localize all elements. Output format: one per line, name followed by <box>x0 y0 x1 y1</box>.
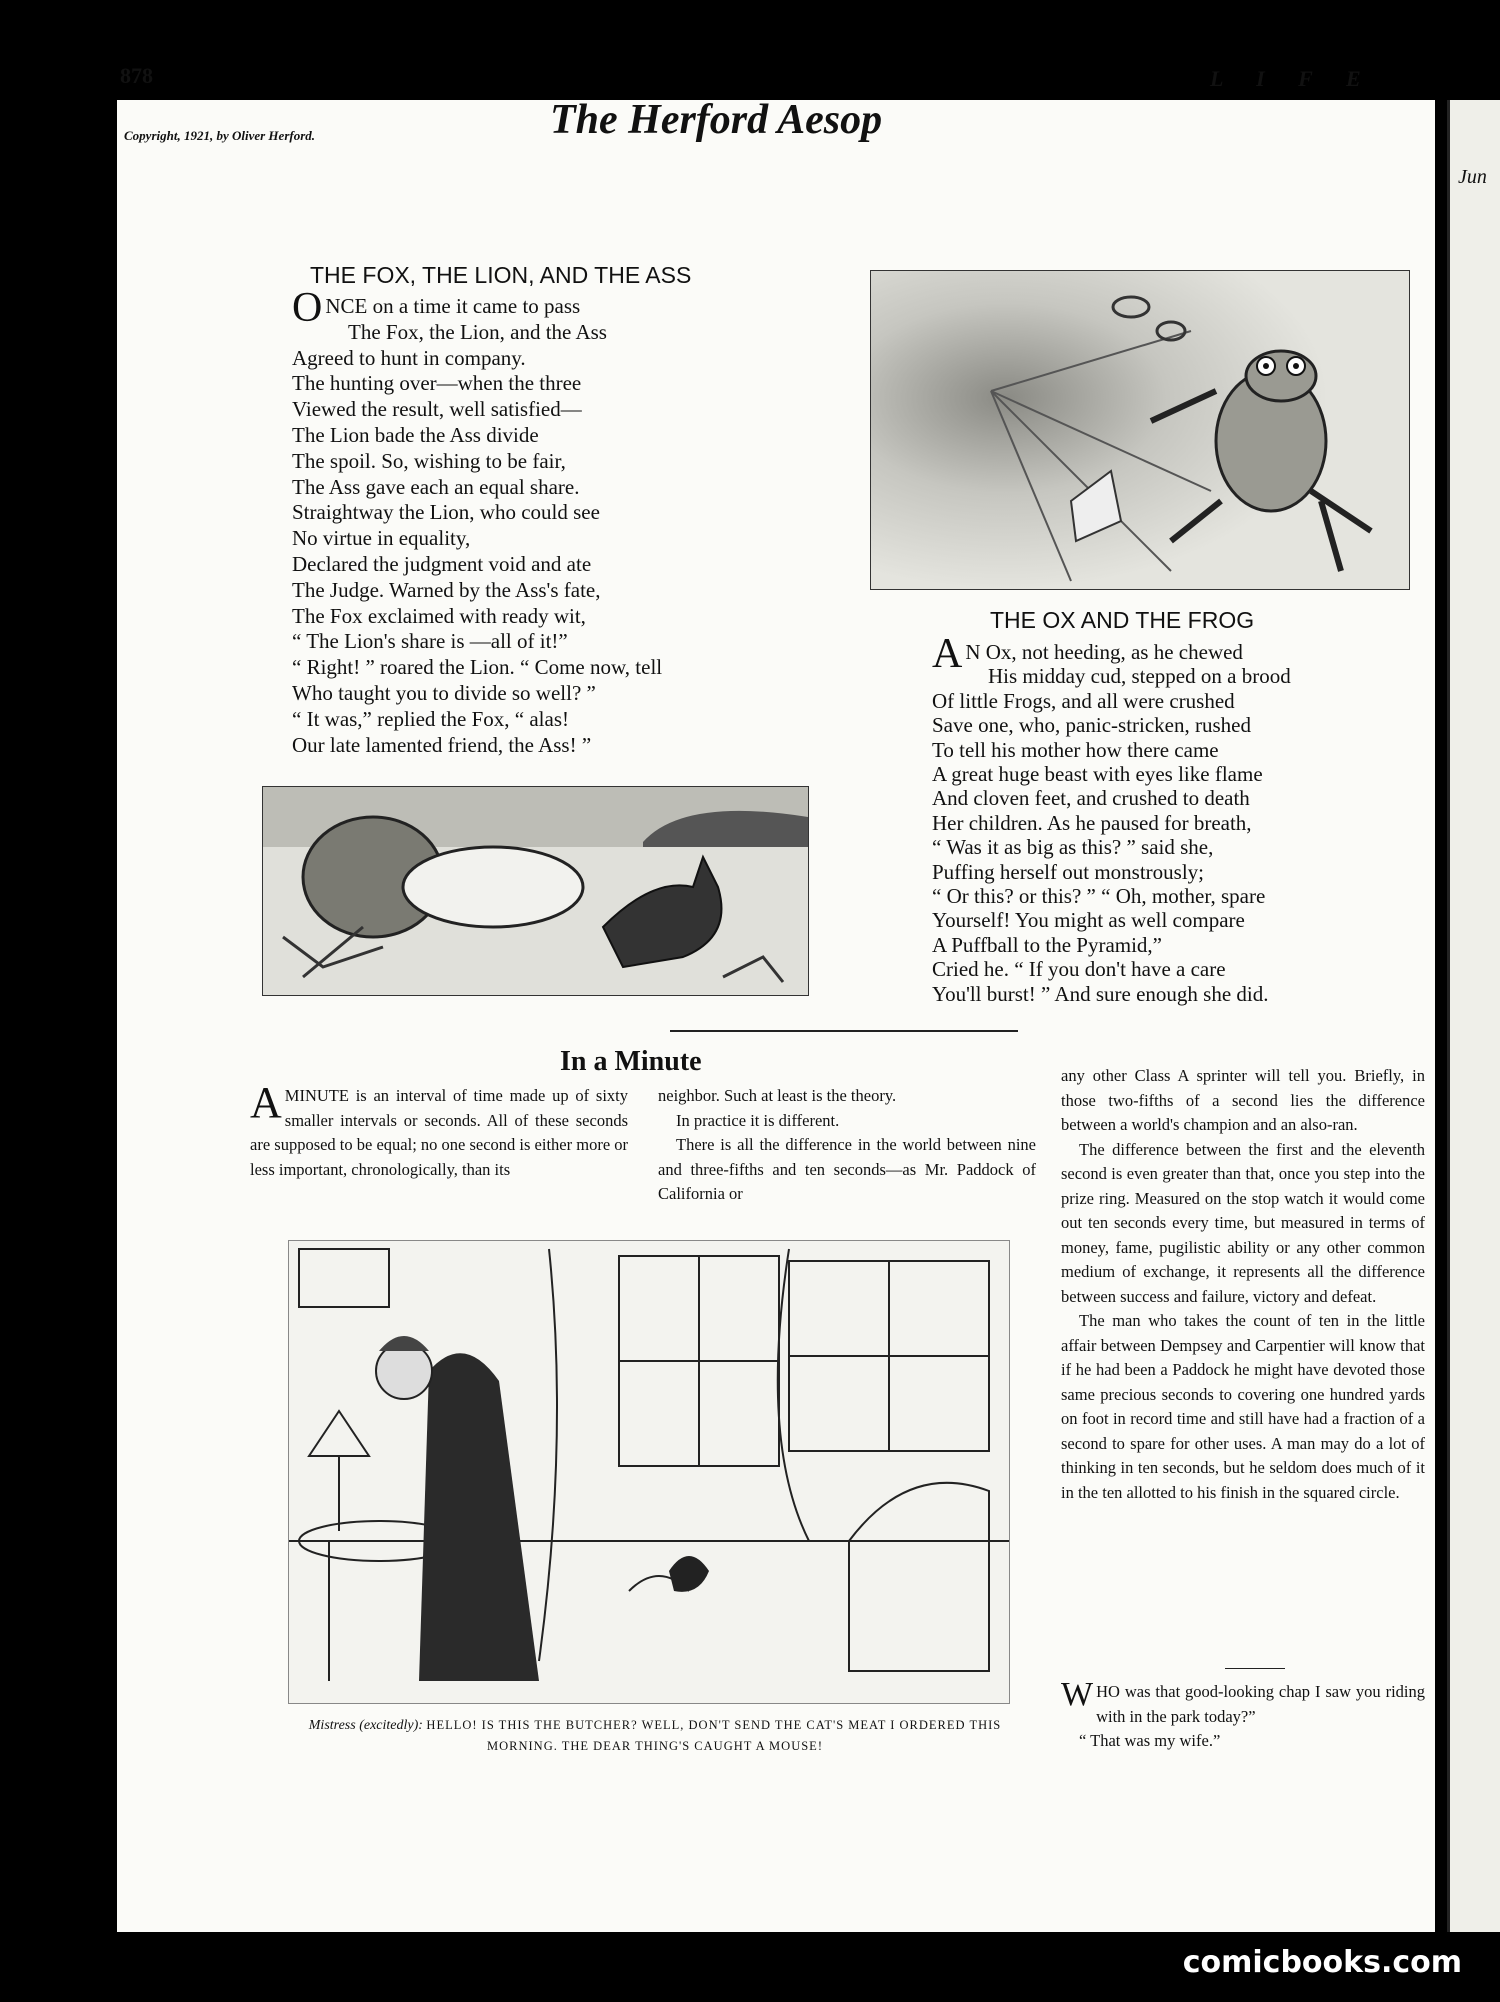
verse-line: No virtue in equality, <box>292 526 471 551</box>
article-column-2 <box>658 1084 1036 1207</box>
verse-line: NCE on a time it came to pass <box>325 294 581 318</box>
drop-cap: O <box>292 285 323 331</box>
adjacent-page-header: Jun <box>1458 166 1487 188</box>
cartoon-dialogue: HELLO! IS THIS THE BUTCHER? WELL, DON'T SEND THE CAT'S MEAT I ORDERED THIS MORNING. THE DEAR THING'S CAUGHT A MOUSE! <box>426 1718 1002 1753</box>
fable1-poem <box>292 285 852 758</box>
frog-illustration <box>870 270 1410 590</box>
verse-line: A Puffball to the Pyramid,” <box>932 932 1163 957</box>
verse-line: Her children. As he paused for breath, <box>932 810 1252 835</box>
article-column-3 <box>1061 1064 1425 1505</box>
joke <box>1061 1676 1425 1754</box>
article-col3-p2: The difference between the first and the eleventh second is even greater than that, once you step into the prize ring. Measured on the stop watch it would come out ten seconds every time, but measured in terms of money, fame, pugilistic ability or any other common medium of exchange, it represents all the difference between success and failure, victory and defeat. <box>1061 1139 1425 1306</box>
article-col3-p3: The man who takes the count of ten in the little affair between Dempsey and Carpentier will know that if he had been a Paddock he might have devoted those same precious seconds to covering one hundred yards on foot in record time and still have had a fraction of a second to spare for other uses. A man may do a lot of thinking in ten seconds, but he seldom does much of it in the ten allotted to his finish in the squared circle. <box>1061 1311 1425 1502</box>
telephone-cartoon <box>288 1240 1010 1704</box>
adjacent-page-edge <box>1447 100 1500 1932</box>
verse-line: “ Or this? or this? ” “ Oh, mother, spare <box>932 884 1266 909</box>
verse-line: The Fox, the Lion, and the Ass <box>348 319 607 344</box>
verse-line: Our late lamented friend, the Ass! ” <box>292 732 592 757</box>
verse-line: A great huge beast with eyes like flame <box>932 762 1263 787</box>
verse-line: Straightway the Lion, who could see <box>292 500 600 525</box>
cartoon-caption <box>305 1715 1005 1757</box>
article-heading: In a Minute <box>560 1046 702 1077</box>
verse-line: Yourself! You might as well compare <box>932 908 1245 933</box>
fable1-heading: THE FOX, THE LION, AND THE ASS <box>310 262 692 288</box>
verse-line: To tell his mother how there came <box>932 737 1219 762</box>
verse-line: The hunting over—when the three <box>292 371 582 396</box>
verse-line: You'll burst! ” And sure enough she did. <box>932 981 1269 1006</box>
article-col2-p1: neighbor. Such at least is the theory. <box>658 1086 897 1105</box>
article-col1-text: MINUTE is an interval of time made up of sixty smaller intervals or seconds. All of these seconds are supposed to be equal; no one second is either more or less important, chronologically, than its <box>250 1086 629 1179</box>
copyright-line: Copyright, 1921, by Oliver Herford. <box>124 128 316 143</box>
verse-line: Save one, who, panic-stricken, rushed <box>932 713 1251 738</box>
page-number: 878 <box>120 63 153 88</box>
verse-line: Cried he. “ If you don't have a care <box>932 957 1226 982</box>
verse-line: The Judge. Warned by the Ass's fate, <box>292 577 601 602</box>
verse-line: “ Was it as big as this? ” said she, <box>932 835 1214 860</box>
verse-line: “ Right! ” roared the Lion. “ Come now, tell <box>292 655 663 680</box>
verse-line: The Lion bade the Ass divide <box>292 422 539 447</box>
fable2-heading: THE OX AND THE FROG <box>990 607 1255 633</box>
article-col2-p3: There is all the difference in the world between nine and three-fifths and ten seconds—as Mr. Paddock of California or <box>658 1135 1036 1203</box>
page-title: The Herford Aesop <box>550 97 883 143</box>
verse-line: Agreed to hunt in company. <box>292 345 526 370</box>
watermark: comicbooks.com <box>1182 1945 1462 1980</box>
verse-line: Puffing herself out monstrously; <box>932 859 1205 884</box>
verse-line: His midday cud, stepped on a brood <box>988 664 1291 689</box>
joke-answer: “ That was my wife.” <box>1079 1731 1221 1750</box>
verse-line: Declared the judgment void and ate <box>292 551 592 576</box>
verse-line: The spoil. So, wishing to be fair, <box>292 448 566 473</box>
joke-divider <box>1225 1668 1285 1669</box>
article-drop-cap: A <box>250 1078 282 1127</box>
article-col3-p1: any other Class A sprinter will tell you. Briefly, in those two-fifths of a second lies the difference between a world's champion and an also-ran. <box>1061 1066 1425 1134</box>
verse-line: “ The Lion's share is —all of it!” <box>292 629 568 654</box>
joke-drop-cap: W <box>1061 1676 1094 1713</box>
drop-cap: A <box>932 631 963 677</box>
section-divider <box>670 1030 1018 1032</box>
article-col2-p2: In practice it is different. <box>676 1110 840 1130</box>
cartoon-speaker: Mistress (excitedly): <box>308 1718 423 1733</box>
verse-line: The Fox exclaimed with ready wit, <box>292 603 586 628</box>
masthead: L I F E <box>1210 66 1375 91</box>
joke-question: HO was that good-looking chap I saw you riding with in the park today?” <box>1096 1682 1425 1726</box>
verse-line: Who taught you to divide so well? ” <box>292 680 596 705</box>
verse-line: Viewed the result, well satisfied— <box>292 397 582 422</box>
verse-line: Of little Frogs, and all were crushed <box>932 688 1235 713</box>
verse-line: And cloven feet, and crushed to death <box>932 786 1250 811</box>
fable2-poem <box>932 631 1372 1006</box>
verse-line: The Ass gave each an equal share. <box>292 474 580 499</box>
verse-line: “ It was,” replied the Fox, “ alas! <box>292 706 569 731</box>
article-column-1 <box>250 1078 629 1182</box>
verse-line: N Ox, not heeding, as he chewed <box>965 640 1243 664</box>
lion-fox-illustration <box>262 786 809 996</box>
